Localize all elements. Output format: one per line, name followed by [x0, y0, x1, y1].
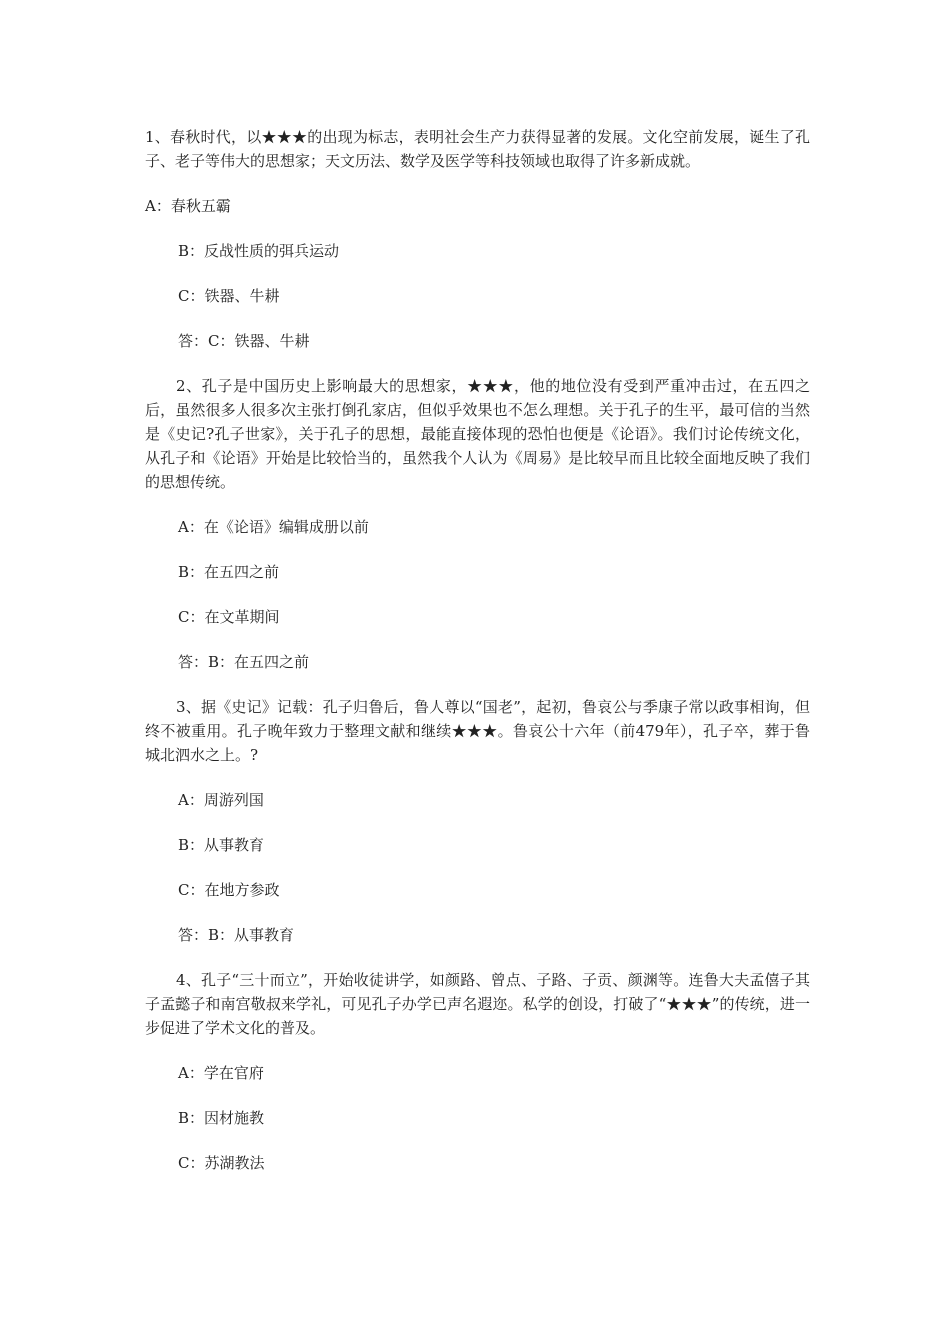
question-1-option-b: B：反战性质的弭兵运动: [178, 242, 340, 260]
question-1-option-a: A：春秋五霸: [145, 197, 231, 215]
document-content: [145, 125, 810, 1175]
question-3-option-a: A：周游列国: [178, 791, 264, 809]
question-3-option-b: B：从事教育: [178, 836, 265, 854]
question-1-option-c: C：铁器、牛耕: [178, 287, 280, 305]
question-2-answer: 答：B：在五四之前: [178, 653, 310, 671]
question-3-text: 3、据《史记》记载：孔子归鲁后，鲁人尊以“国老”，起初，鲁哀公与季康子常以政事相询，但终不被重用。孔子晚年致力于整理文献和继续★★★。鲁哀公十六年（前479年），孔子卒，葬于鲁城北泗水之上。?: [145, 698, 810, 764]
question-4-option-a: A：学在官府: [178, 1064, 264, 1082]
question-4-option-c: C：苏湖教法: [178, 1154, 265, 1172]
question-2-option-a: A：在《论语》编辑成册以前: [178, 518, 369, 536]
question-4-text: 4、孔子“三十而立”，开始收徒讲学，如颜路、曾点、子路、子贡、颜渊等。连鲁大夫孟僖子其子孟懿子和南宫敬叔来学礼，可见孔子办学已声名遐迩。私学的创设，打破了“★★★”的传统，进一步促进了学术文化的普及。: [145, 971, 810, 1037]
question-3-option-c: C：在地方参政: [178, 881, 280, 899]
question-2-option-b: B：在五四之前: [178, 563, 280, 581]
question-2-text: 2、孔子是中国历史上影响最大的思想家，★★★，他的地位没有受到严重冲击过，在五四之后，虽然很多人很多次主张打倒孔家店，但似乎效果也不怎么理想。关于孔子的生平，最可信的当然是《史记?孔子世家》，关于孔子的思想，最能直接体现的恐怕也便是《论语》。我们讨论传统文化，从孔子和《论语》开始是比较恰当的，虽然我个人认为《周易》是比较早而且比较全面地反映了我们的思想传统。: [145, 377, 810, 491]
question-1-answer: 答：C：铁器、牛耕: [178, 332, 310, 350]
question-2-option-c: C：在文革期间: [178, 608, 280, 626]
question-1-text: 1、春秋时代，以★★★的出现为标志，表明社会生产力获得显著的发展。文化空前发展，诞生了孔子、老子等伟大的思想家；天文历法、数学及医学等科技领域也取得了许多新成就。: [145, 128, 810, 170]
question-4-option-b: B：因材施教: [178, 1109, 265, 1127]
question-3-answer: 答：B：从事教育: [178, 926, 295, 944]
